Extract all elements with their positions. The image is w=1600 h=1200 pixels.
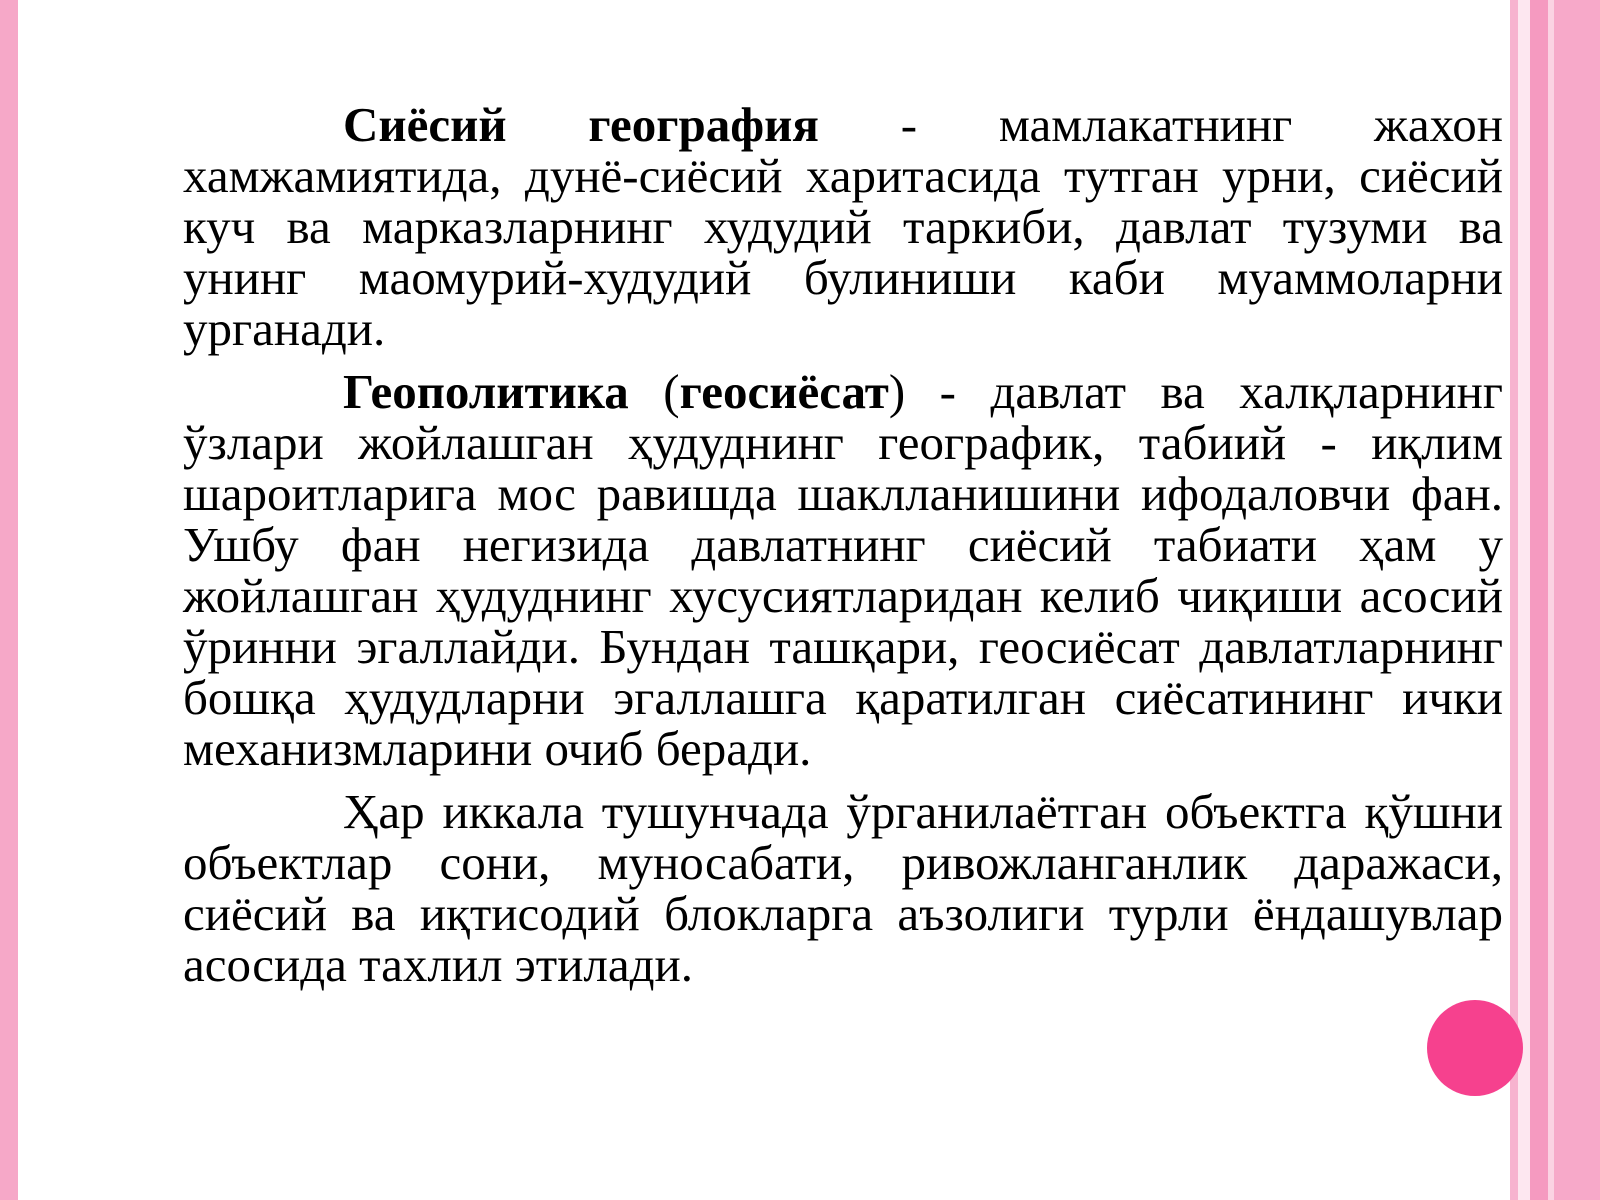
decorative-pink-circle — [1427, 1000, 1523, 1096]
term-political-geography: Сиёсий география — [343, 97, 819, 152]
definition-political-geography: - мамлакатнинг жахон хамжамиятида, дунё-сиёсий харитасида тутган урни, сиёсий куч ва марказларнинг худудий таркиби, давлат тузуми ва унинг маомурий-худудий булиниши каби муаммоларни урганади. — [183, 97, 1503, 356]
paragraph-geopolitics — [183, 366, 1503, 774]
analysis-text: Ҳар иккала тушунчада ўрганилаётган объектга қўшни объектлар сони, муносабати, ривожланганлик даражаси, сиёсий ва иқтисодий блокларга аъзолиги турли ёндашувлар асосида тахлил этилади. — [183, 784, 1503, 992]
term-geosiyosat: геосиёсат — [679, 364, 889, 419]
slide-body — [183, 99, 1503, 1002]
paren-open: ( — [628, 364, 680, 419]
paragraph-political-geography — [183, 99, 1503, 354]
right-decorative-stripe-outer — [1554, 0, 1600, 1200]
right-decorative-stripe-gap — [1518, 0, 1530, 1200]
term-geopolitics: Геополитика — [343, 364, 629, 419]
right-decorative-stripe-middle — [1530, 0, 1548, 1200]
paragraph-analysis — [183, 786, 1503, 990]
left-decorative-stripe — [0, 0, 18, 1200]
definition-geopolitics: ) - давлат ва халқларнинг ўзлари жойлашган ҳудуднинг географик, табиий - иқлим шароитларига мос равишда шаклланишини ифодаловчи фан. Ушбу фан негизида давлатнинг сиёсий табиати ҳам у жойлашган ҳудуднинг хусусиятларидан келиб чиқиши асосий ўринни эгаллайди. Бундан ташқари, геосиёсат давлатларнинг бошқа ҳудудларни эгаллашга қаратилган сиёсатининг ички механизмларини очиб беради. — [183, 364, 1503, 776]
